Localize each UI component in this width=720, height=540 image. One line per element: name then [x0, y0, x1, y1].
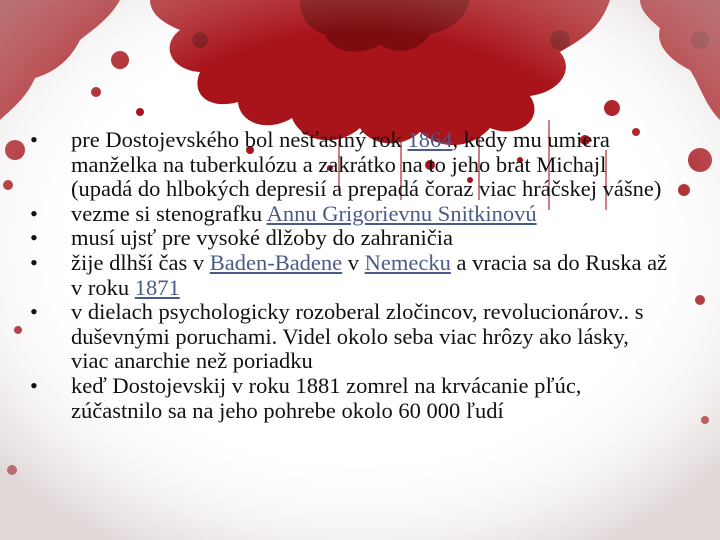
bullet-marker: • [30, 372, 38, 398]
bullet-marker: • [30, 299, 38, 325]
hyperlink[interactable]: 1864 [407, 127, 453, 152]
bullet-text: pre Dostojevského bol nešťastný rok [71, 127, 408, 152]
bullet-item [30, 374, 670, 423]
bullet-text: a vracia sa do Ruska až v roku [71, 249, 668, 300]
bullet-text: musí ujsť pre vysoké dlžoby do zahraničia [71, 225, 454, 251]
bullet-text: v [342, 249, 365, 275]
slide-content [30, 128, 670, 423]
bullet-marker: • [30, 249, 38, 275]
bullet-item [30, 202, 670, 227]
bullet-item [30, 300, 670, 374]
bullet-text: vezme si stenografku [71, 200, 267, 226]
bullet-text: keď Dostojevskij v roku 1881 zomrel na krvácanie pľúc, zúčastnilo sa na jeho pohrebe okolo 60 000 ľudí [71, 372, 582, 423]
bullet-text: , kedy mu umiera manželka na tuberkulózu a zakrátko na to jeho brat Michajl (upadá do hlbokých depresií a prepadá čoraz viac hráčskej vášne) [71, 127, 662, 202]
bullet-marker: • [30, 200, 38, 226]
hyperlink[interactable]: Annu Grigorievnu Snitkinovú [266, 200, 537, 226]
hyperlink[interactable]: Baden-Badene [209, 249, 343, 275]
bullet-marker: • [30, 225, 38, 251]
bullet-list [30, 128, 670, 423]
bullet-item [30, 128, 670, 202]
bullet-text: v dielach psychologicky rozoberal zločincov, revolucionárov.. s duševnými poruchami. Videl okolo seba viac hrôzy ako lásky, viac anarchie než poriadku [71, 299, 644, 374]
hyperlink[interactable]: Nemecku [364, 249, 451, 275]
bullet-marker: • [30, 127, 38, 152]
bullet-item [30, 226, 670, 251]
bullet-text: žije dlhší čas v [71, 249, 210, 275]
hyperlink[interactable]: 1871 [134, 274, 180, 300]
bullet-item [30, 251, 670, 300]
